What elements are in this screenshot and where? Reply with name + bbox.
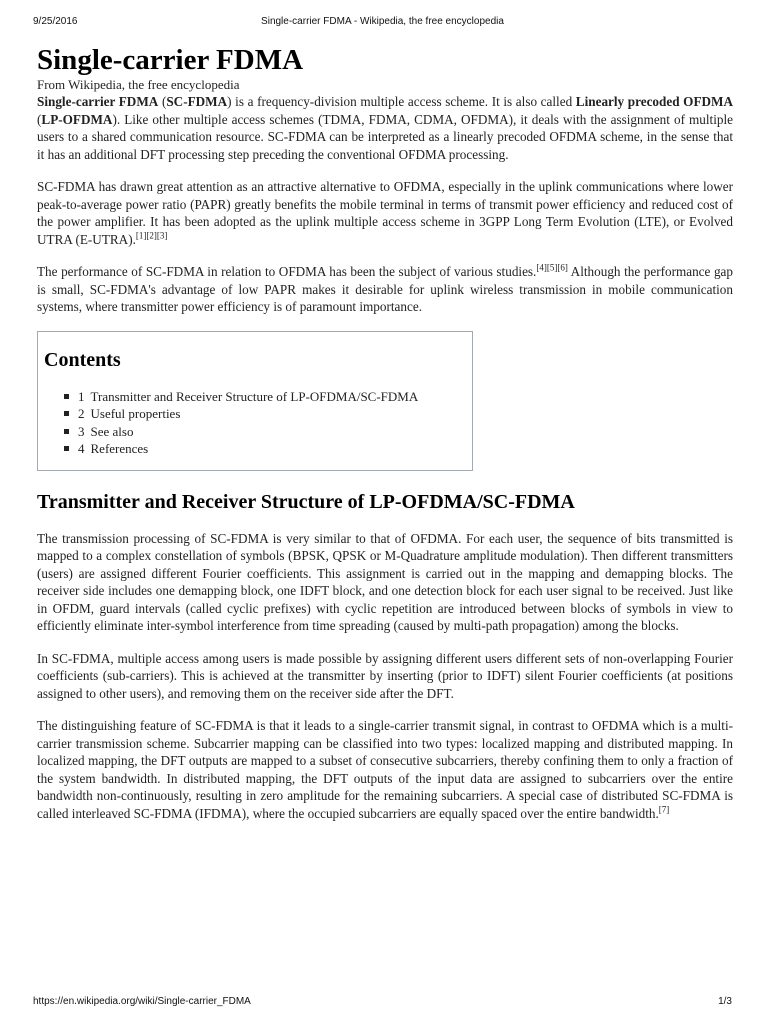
site-tagline: From Wikipedia, the free encyclopedia — [37, 77, 240, 92]
toc-item[interactable]: 4 References — [64, 440, 466, 458]
print-date: 9/25/2016 — [33, 16, 78, 27]
term-sc-fdma-full: Single-carrier FDMA — [37, 94, 159, 109]
section-paragraph-2: In SC-FDMA, multiple access among users is made possible by assigning different users different sets of non-overlapping Fourier coefficients (sub-carriers). This is achieved at the transmitter by inserting (prior to IDFT) silent Fourier coefficients (at positions assigned to other users), and removing them on the receiver side after the DFT. — [37, 650, 733, 701]
toc-title: Contents — [44, 348, 121, 371]
bullet-icon — [64, 411, 69, 416]
page-title: Single-carrier FDMA — [37, 44, 304, 76]
citation-link[interactable]: [1][2][3] — [135, 230, 168, 241]
citation-link[interactable]: [7] — [658, 804, 670, 815]
intro-paragraph-2: SC-FDMA has drawn great attention as an attractive alternative to OFDMA, especially in the uplink communications where lower peak-to-average power ratio (PAPR) greatly benefits the mobile terminal in terms of transmit power efficiency and reduced cost of the power amplifier. It has been adopted as the uplink multiple access scheme in 3GPP Long Term Evolution (LTE), or Evolved UTRA (E-UTRA).[1][2][3] — [37, 179, 733, 247]
citation-link[interactable]: [4][5][6] — [536, 262, 568, 273]
toc-item[interactable]: 2 Useful properties — [64, 405, 466, 423]
section-paragraph-1: The transmission processing of SC-FDMA is very similar to that of OFDMA. For each user, the sequence of bits transmitted is mapped to a complex constellation of symbols (BPSK, QPSK or M-Quadrature amplitude modulation). Then different transmitters (users) are assigned different Fourier coefficients. This assignment is carried out in the mapping and demapping blocks. The receiver side includes one demapping block, one IDFT block, and one detection block for each user signal to be received. Just like in OFDM, guard intervals (called cyclic prefixes) with cyclic repetition are introduced between blocks of symbols in view to efficiently eliminate inter-symbol interference from time spreading (caused by multi-path propagation) among the blocks. — [37, 530, 733, 633]
bullet-icon — [64, 446, 69, 451]
bullet-icon — [64, 429, 69, 434]
term-lp-ofdma: LP-OFDMA — [41, 111, 113, 127]
print-header — [33, 16, 732, 30]
intro-paragraph-1: Single-carrier FDMA (SC-FDMA) is a frequency-division multiple access scheme. It is also called Linearly precoded OFDMA (LP-OFDMA). Like other multiple access schemes (TDMA, FDMA, CDMA, OFDMA), it deals with the assignment of multiple users to a shared communication resource. SC-FDMA can be interpreted as a linearly precoded OFDMA scheme, in the sense that it has an additional DFT processing step preceding the conventional OFDMA processing. — [37, 94, 733, 162]
toc-item[interactable]: 3 See also — [64, 423, 466, 441]
print-footer — [33, 996, 732, 1010]
bullet-icon — [64, 394, 69, 399]
print-page-title: Single-carrier FDMA - Wikipedia, the free encyclopedia — [261, 16, 504, 27]
page-number: 1/3 — [718, 996, 732, 1007]
article-content — [37, 42, 733, 837]
term-sc-fdma: SC-FDMA — [166, 94, 228, 109]
term-lp-ofdma-full: Linearly precoded OFDMA — [575, 94, 733, 109]
toc-item[interactable]: 1 Transmitter and Receiver Structure of LP-OFDMA/SC-FDMA — [64, 388, 466, 406]
section-paragraph-3: The distinguishing feature of SC-FDMA is that it leads to a single-carrier transmit signal, in contrast to OFDMA which is a multi-carrier transmission scheme. Subcarrier mapping can be classified into two types: localized mapping and distributed mapping. In localized mapping, the DFT outputs are mapped to a subset of consecutive subcarriers, thereby confining them to only a fraction of the system bandwidth. In distributed mapping, the DFT outputs of the input data are assigned to subcarriers over the entire bandwidth non-continuously, resulting in zero amplitude for the remaining subcarriers. A special case of distributed SC-FDMA is called interleaved SC-FDMA (IFDMA), where the occupied subcarriers are equally spaced over the entire bandwidth.[7] — [37, 718, 733, 821]
section-heading: Transmitter and Receiver Structure of LP-OFDMA/SC-FDMA — [37, 490, 575, 513]
table-of-contents — [37, 331, 473, 471]
toc-list — [44, 388, 466, 458]
intro-paragraph-3: The performance of SC-FDMA in relation to OFDMA has been the subject of various studies.[4][5][6] Although the performance gap is small, SC-FDMA's advantage of low PAPR makes it desirable for uplink wireless transmission in mobile communication systems, where transmitter power efficiency is of paramount importance. — [37, 262, 733, 314]
print-url: https://en.wikipedia.org/wiki/Single-carrier_FDMA — [33, 996, 251, 1007]
